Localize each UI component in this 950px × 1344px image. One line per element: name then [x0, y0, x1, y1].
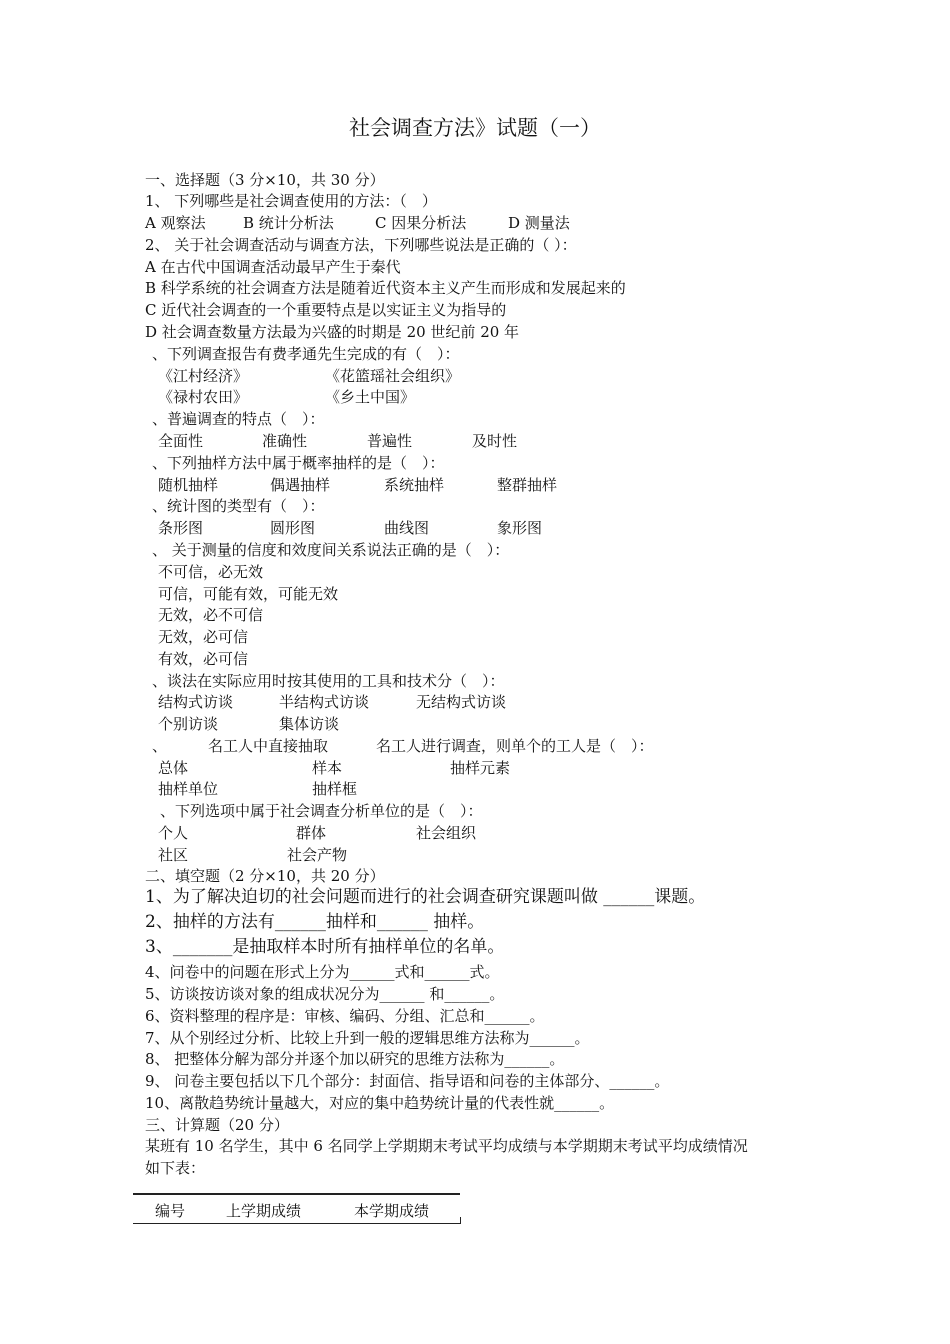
- fill-item: 7、从个别经过分析、比较上升到一般的逻辑思维方法称为______。: [145, 1029, 590, 1047]
- question-stem: 1、 下列哪些是社会调查使用的方法：（ ）: [145, 192, 437, 210]
- option: 系统抽样: [384, 476, 445, 494]
- option: 社会产物: [287, 846, 348, 864]
- question-stem: 、下列调查报告有费孝通先生完成的有（ ）：: [152, 345, 460, 363]
- option: 无效，必可信: [158, 628, 249, 646]
- question-stem: 、下列选项中属于社会调查分析单位的是（ ）：: [160, 802, 483, 820]
- option: 样本: [312, 759, 343, 777]
- question-stem: 、: [152, 737, 168, 755]
- option: 整群抽样: [497, 476, 558, 494]
- option: 圆形图: [270, 519, 316, 537]
- table-header-cell: 本学期成绩: [354, 1202, 430, 1220]
- option: 社会组织: [416, 824, 477, 842]
- option: B 统计分析法: [243, 214, 334, 232]
- calc-intro: 如下表：: [145, 1159, 206, 1177]
- option: 总体: [158, 759, 189, 777]
- option: D 社会调查数量方法最为兴盛的时期是 20 世纪前 20 年: [145, 323, 520, 341]
- option: 普遍性: [367, 432, 413, 450]
- option: 条形图: [158, 519, 204, 537]
- question-stem: 、统计图的类型有（ ）：: [152, 497, 325, 515]
- question-stem: 2、 关于社会调查活动与调查方法，下列哪些说法是正确的（ ）：: [145, 236, 577, 254]
- option: 曲线图: [384, 519, 430, 537]
- question-stem: 名工人进行调查，则单个的工人是（ ）：: [376, 737, 654, 755]
- option: C 近代社会调查的一个重要特点是以实证主义为指导的: [145, 301, 507, 319]
- option: 抽样单位: [158, 780, 219, 798]
- fill-item: 6、资料整理的程序是：审核、编码、分组、汇总和______。: [145, 1007, 545, 1025]
- fill-item: 3、_______是抽取样本时所有抽样单位的名单。: [145, 937, 505, 957]
- option: A 观察法: [145, 214, 206, 232]
- question-stem: 、普遍调查的特点（ ）：: [152, 410, 325, 428]
- option: 象形图: [497, 519, 543, 537]
- option: B 科学系统的社会调查方法是随着近代资本主义产生而形成和发展起来的: [145, 279, 626, 297]
- option: 群体: [296, 824, 327, 842]
- option: 个别访谈: [158, 715, 219, 733]
- calc-intro: 某班有 10 名学生，其中 6 名同学上学期期末考试平均成绩与本学期期末考试平均成绩情况: [145, 1137, 748, 1155]
- option: 个人: [158, 824, 189, 842]
- section-heading-calc: 三、计算题（20 分）: [145, 1116, 289, 1134]
- option: 准确性: [262, 432, 308, 450]
- option: 结构式访谈: [158, 693, 234, 711]
- option: A 在古代中国调查活动最早产生于秦代: [145, 258, 401, 276]
- option: 无结构式访谈: [416, 693, 507, 711]
- option: 及时性: [472, 432, 518, 450]
- table-edge: [460, 1217, 461, 1224]
- option: 抽样元素: [450, 759, 511, 777]
- table-header-cell: 编号: [155, 1202, 186, 1220]
- page-title: 社会调查方法》试题（一）: [349, 116, 601, 140]
- option: 偶遇抽样: [270, 476, 331, 494]
- fill-item: 4、问卷中的问题在形式上分为______式和______式。: [145, 963, 500, 981]
- question-stem: 、 关于测量的信度和效度间关系说法正确的是（ ）：: [152, 541, 510, 559]
- option: 社区: [158, 846, 189, 864]
- fill-item: 5、访谈按访谈对象的组成状况分为______ 和______。: [145, 985, 505, 1003]
- option: 半结构式访谈: [279, 693, 370, 711]
- option: 随机抽样: [158, 476, 219, 494]
- fill-item: 10、离散趋势统计量越大，对应的集中趋势统计量的代表性就______。: [145, 1094, 615, 1112]
- fill-item: 1、为了解决迫切的社会问题而进行的社会调查研究课题叫做 ______课题。: [145, 887, 706, 907]
- option: 《乡土中国》: [325, 388, 416, 406]
- option: 《江村经济》: [158, 367, 249, 385]
- question-stem: 、谈法在实际应用时按其使用的工具和技术分（ ）：: [152, 672, 505, 690]
- table-header-cell: 上学期成绩: [226, 1202, 302, 1220]
- fill-item: 9、 问卷主要包括以下几个部分：封面信、指导语和问卷的主体部分、______。: [145, 1072, 670, 1090]
- option: 《花篮瑶社会组织》: [325, 367, 461, 385]
- option: 全面性: [158, 432, 204, 450]
- fill-item: 8、 把整体分解为部分并逐个加以研究的思维方法称为______。: [145, 1050, 565, 1068]
- fill-item: 2、抽样的方法有______抽样和______ 抽样。: [145, 912, 485, 932]
- option: 无效，必不可信: [158, 606, 264, 624]
- section-heading-fill: 二、填空题（2 分×10，共 20 分）: [145, 867, 385, 885]
- option: 可信，可能有效，可能无效: [158, 585, 339, 603]
- option: 集体访谈: [279, 715, 340, 733]
- option: 《禄村农田》: [158, 388, 249, 406]
- option: D 测量法: [508, 214, 570, 232]
- option: 抽样框: [312, 780, 358, 798]
- section-heading-choice: 一、选择题（3 分×10，共 30 分）: [145, 171, 385, 189]
- table-header-rule: [133, 1223, 460, 1224]
- option: 不可信，必无效: [158, 563, 264, 581]
- table-top-rule: [133, 1193, 460, 1195]
- option: 有效，必可信: [158, 650, 249, 668]
- option: C 因果分析法: [375, 214, 467, 232]
- question-stem: 名工人中直接抽取: [208, 737, 329, 755]
- question-stem: 、下列抽样方法中属于概率抽样的是（ ）：: [152, 454, 445, 472]
